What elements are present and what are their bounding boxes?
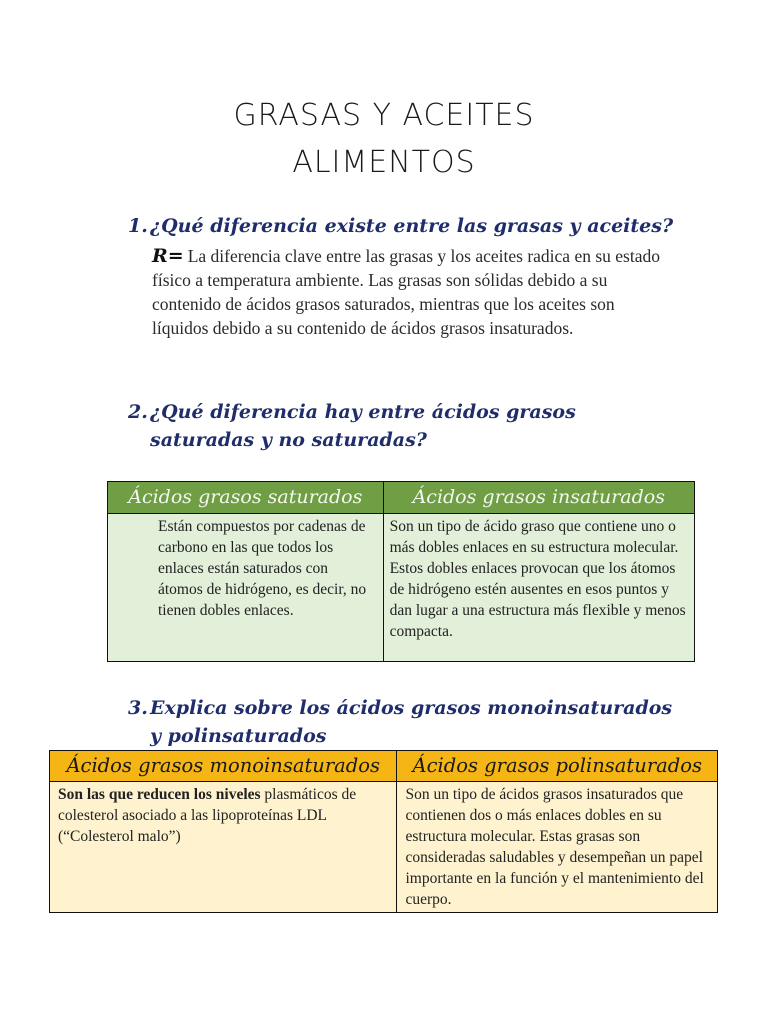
table-cell-monounsaturated <box>50 782 397 913</box>
question-3-text-line1: Explica sobre los ácidos grasos monoinsaturados <box>150 697 673 719</box>
question-2-number: 2. <box>128 401 148 423</box>
table-header-monounsaturated: Ácidos grasos monoinsaturados <box>50 751 397 782</box>
answer-1-mark: R= <box>152 245 184 267</box>
table-row <box>50 782 718 913</box>
question-1-text: ¿Qué diferencia existe entre las grasas y aceites? <box>150 215 674 237</box>
question-1 <box>128 212 673 240</box>
table-cell-saturated: Están compuestos por cadenas de carbono en las que todos los enlaces están saturados con átomos de hidrógeno, es decir, no tienen dobles enlaces. <box>108 514 384 662</box>
question-1-number: 1. <box>128 215 148 237</box>
table-header-unsaturated: Ácidos grasos insaturados <box>383 482 694 514</box>
table-row <box>108 514 695 662</box>
mono-vs-poly-table <box>49 750 718 913</box>
page-subtitle: ALIMENTOS <box>292 145 476 180</box>
table-header-polyunsaturated: Ácidos grasos polinsaturados <box>397 751 718 782</box>
table-cell-polyunsaturated: Son un tipo de ácidos grasos insaturados que contienen dos o más enlaces dobles en su estructura molecular. Estas grasas son consideradas saludables y desempeñan un papel importante en la función y el mantenimiento del cuerpo. <box>397 782 718 913</box>
question-2-text-line2: saturadas y no saturadas? <box>150 429 427 451</box>
table-cell-monounsaturated-bold: Son las que reducen los niveles <box>58 786 261 803</box>
question-3-number: 3. <box>128 697 148 719</box>
answer-1-text: La diferencia clave entre las grasas y los aceites radica en su estado físico a temperatura ambiente. Las grasas son sólidas debido a su contenido de ácidos grasos saturados, mientras que los aceites son líquidos debido a su contenido de ácidos grasos insaturados. <box>152 246 660 338</box>
saturated-vs-unsaturated-table <box>107 481 695 662</box>
page-title: GRASAS Y ACEITES <box>233 98 535 133</box>
table-cell-monounsaturated-rest: plasmáticos de colesterol asociado a las lipoproteínas LDL (“Colesterol malo”) <box>58 786 357 845</box>
question-2-text-line1: ¿Qué diferencia hay entre ácidos grasos <box>150 401 576 423</box>
table-cell-unsaturated: Son un tipo de ácido graso que contiene uno o más dobles enlaces en su estructura molecular. Estos dobles enlaces provocan que los átomos de hidrógeno estén ausentes en esos puntos y dan lugar a una estructura más flexible y menos compacta. <box>383 514 694 662</box>
question-3 <box>128 694 672 750</box>
table-header-row <box>108 482 695 514</box>
question-2 <box>128 398 576 454</box>
answer-1 <box>152 244 672 340</box>
table-header-row <box>50 751 718 782</box>
question-3-text-line2: y polinsaturados <box>150 725 327 747</box>
table-header-saturated: Ácidos grasos saturados <box>108 482 384 514</box>
